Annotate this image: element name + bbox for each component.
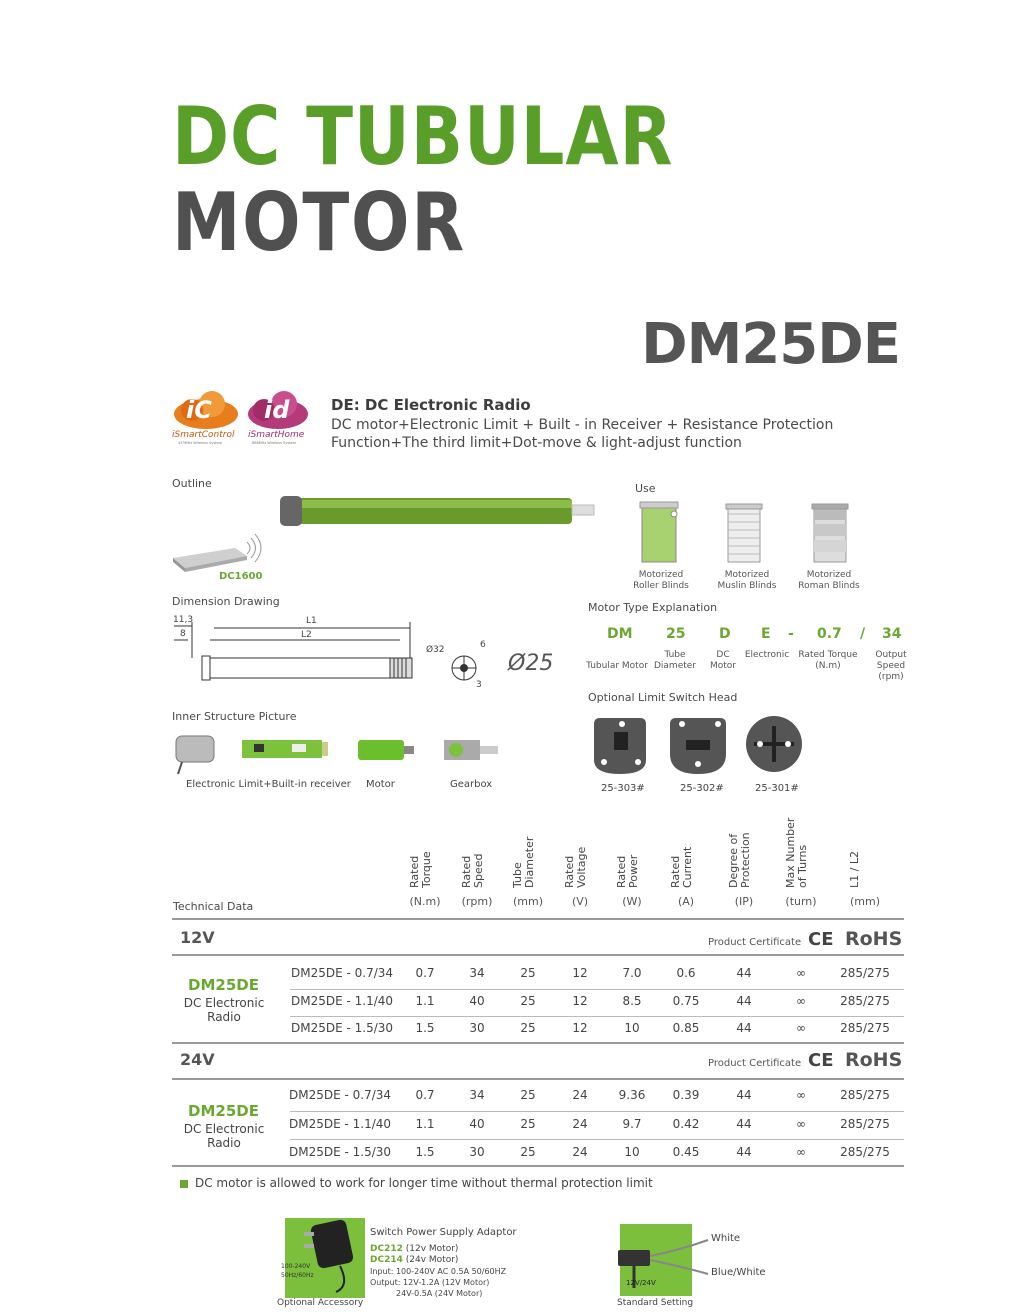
value-cell: 25: [520, 1117, 536, 1131]
inner-caption-limit: Electronic Limit+Built-in receiver: [186, 779, 351, 790]
column-header-line1: Tube: [511, 862, 524, 888]
column-header-line1: Rated: [408, 855, 421, 888]
wire-white: White: [711, 1233, 741, 1244]
value-cell: 0.42: [672, 1117, 700, 1131]
use-item-line1: Motorized: [724, 570, 770, 580]
dim-l1: L1: [306, 616, 317, 626]
code-dm: DM: [607, 626, 633, 642]
group-sub2: Radio: [207, 1010, 241, 1024]
meaning-line2: Diameter: [653, 661, 697, 671]
inner-caption-gearbox: Gearbox: [450, 779, 493, 790]
group-rule: [172, 1165, 904, 1167]
description-heading: DE: DC Electronic Radio: [331, 396, 531, 414]
column-header: [728, 832, 752, 888]
accessory-caption: Optional Accessory: [277, 1298, 364, 1308]
technical-label: Technical Data: [173, 900, 254, 913]
rohs-mark: RoHS: [845, 1049, 903, 1071]
meaning-line1: Rated Torque: [798, 650, 858, 660]
column-header-line2: Voltage: [575, 846, 588, 888]
roller-blind-icon: [636, 500, 680, 566]
logo-ismartcontrol: [172, 390, 240, 448]
column-header: [409, 851, 433, 888]
standard-caption: Standard Setting: [617, 1298, 694, 1308]
value-cell: 34: [469, 1088, 485, 1102]
meaning-tube: [652, 650, 698, 672]
use-roller-blinds: [636, 500, 684, 570]
adaptor-badge: [281, 1262, 314, 1280]
code-dash: -: [788, 626, 794, 642]
row-rule: [290, 1139, 904, 1140]
value-cell: 285/275: [840, 1021, 890, 1035]
value-cell: 24: [572, 1088, 588, 1102]
value-cell: 44: [736, 966, 752, 980]
meaning-electronic: [742, 650, 792, 661]
dim-11-3: 11,3: [173, 615, 194, 625]
wire-blue-white: Blue/White: [711, 1267, 766, 1278]
code-torque: 0.7: [817, 626, 842, 642]
rohs-mark: RoHS: [845, 928, 903, 950]
value-cell: 12: [572, 994, 588, 1008]
value-cell: 12: [572, 966, 588, 980]
value-cell: 7.0: [622, 966, 642, 980]
column-header-line1: Rated: [669, 855, 682, 888]
use-item-label: [712, 570, 782, 592]
value-cell: 1.5: [415, 1021, 435, 1035]
product-certificate-label: Product Certificate: [708, 937, 802, 948]
value-cell: ∞: [796, 994, 806, 1008]
adaptor-dc214: DC214: [370, 1255, 403, 1265]
model-cell: DM25DE - 0.7/34: [291, 966, 394, 980]
adaptor-title: Switch Power Supply Adaptor: [370, 1227, 517, 1238]
value-cell: ∞: [796, 1088, 806, 1102]
value-cell: 285/275: [840, 1117, 890, 1131]
adaptor-dc212-note: (12v Motor): [405, 1244, 459, 1254]
value-cell: 44: [736, 994, 752, 1008]
value-cell: 285/275: [840, 1088, 890, 1102]
value-cell: 1.1: [415, 1117, 435, 1131]
value-cell: 0.75: [672, 994, 700, 1008]
ce-mark: CE: [808, 1050, 834, 1071]
value-cell: 9.7: [622, 1117, 642, 1131]
model-name: DM25DE: [641, 312, 900, 377]
dimension-drawing: [170, 612, 420, 684]
use-item-line1: Motorized: [638, 570, 684, 580]
value-cell: 0.85: [672, 1021, 700, 1035]
use-roman-blinds: [808, 502, 856, 570]
column-header-line2: Power: [627, 854, 640, 888]
outline-label: Outline: [172, 477, 212, 490]
power-adaptor-icon: [296, 1214, 366, 1294]
column-header-line1: Degree of: [727, 833, 740, 888]
value-cell: 12: [572, 1021, 588, 1035]
logo-mark: id: [264, 396, 290, 424]
column-header: [564, 847, 588, 888]
value-cell: 0.45: [672, 1145, 700, 1159]
value-cell: ∞: [796, 966, 806, 980]
group-name: DM25DE: [188, 1102, 259, 1120]
title-line1: DC TUBULAR: [172, 90, 674, 183]
meaning-torque: [798, 650, 858, 672]
meaning-line2: (rpm): [878, 672, 904, 682]
value-cell: ∞: [796, 1021, 806, 1035]
use-item-line2: Muslin Blinds: [717, 581, 777, 591]
group-subtitle: [180, 1122, 268, 1150]
limit-head-303: 25-303#: [601, 783, 645, 794]
value-cell: 1.1: [415, 994, 435, 1008]
value-cell: 0.7: [415, 966, 435, 980]
value-cell: 24: [572, 1117, 588, 1131]
roman-blind-icon: [808, 502, 852, 566]
value-cell: 0.7: [415, 1088, 435, 1102]
code-25: 25: [666, 626, 686, 642]
voltage-12v: 12V: [180, 928, 215, 947]
column-header-line1: Rated: [615, 855, 628, 888]
meaning-speed: [860, 650, 922, 683]
value-cell: 25: [520, 1145, 536, 1159]
limit-heads-image: [594, 714, 814, 778]
adaptor-badge-line1: 100-240V: [281, 1263, 311, 1270]
remote-model: DC1600: [219, 571, 263, 582]
column-unit: (mm): [849, 895, 880, 908]
logo-tag: 868MHz Wireless System: [252, 441, 297, 445]
value-cell: 25: [520, 966, 536, 980]
code-e: E: [761, 626, 771, 642]
column-header-line2: Protection: [739, 832, 752, 888]
description-line2: Function+The third limit+Dot-move & light-adjust function: [331, 435, 742, 451]
logo-name: iSmartControl: [172, 430, 235, 440]
voltage-24v: 24V: [180, 1050, 215, 1069]
column-header: [849, 851, 861, 888]
group-subtitle: [180, 996, 268, 1024]
column-header: [785, 818, 809, 888]
row-rule: [290, 989, 904, 990]
column-header-line1: Rated: [460, 855, 473, 888]
value-cell: 24: [572, 1145, 588, 1159]
column-unit: (A): [677, 895, 695, 908]
meaning-line2: (N.m): [815, 661, 841, 671]
dim-32: Ø32: [426, 645, 445, 655]
inner-structure-image: [172, 732, 512, 777]
adaptor-dc214-note: (24v Motor): [405, 1255, 459, 1265]
group-sub1: DC Electronic: [183, 996, 265, 1010]
column-unit: (N.m): [409, 895, 441, 908]
value-cell: 44: [736, 1145, 752, 1159]
column-header-line1: L1 / L2: [848, 851, 861, 888]
note-text: DC motor is allowed to work for longer time without thermal protection limit: [195, 1176, 653, 1190]
value-cell: 44: [736, 1021, 752, 1035]
column-unit: (rpm): [461, 895, 493, 908]
dim-l2: L2: [301, 630, 312, 640]
column-unit: (W): [622, 895, 642, 908]
value-cell: 25: [520, 1021, 536, 1035]
model-cell: DM25DE - 1.1/40: [291, 994, 394, 1008]
value-cell: 40: [469, 994, 485, 1008]
value-cell: ∞: [796, 1117, 806, 1131]
row-rule: [290, 1016, 904, 1017]
value-cell: 0.39: [672, 1088, 700, 1102]
column-unit: (V): [571, 895, 589, 908]
column-unit: (IP): [734, 895, 754, 908]
logo-mark: iC: [186, 396, 212, 424]
group-rule: [172, 1078, 904, 1080]
value-cell: 30: [469, 1021, 485, 1035]
code-slash: /: [860, 626, 866, 642]
muslin-blind-icon: [722, 502, 766, 566]
description-line1: DC motor+Electronic Limit + Built - in Receiver + Resistance Protection: [331, 417, 834, 433]
value-cell: 10: [624, 1021, 640, 1035]
adaptor-output2: 24V-0.5A (24V Motor): [396, 1289, 483, 1298]
meaning-dc: [704, 650, 742, 672]
adaptor-output: Output: 12V-1.2A (12V Motor): [370, 1278, 490, 1287]
meaning-line1: Tube: [664, 650, 686, 660]
cable-icon: [614, 1228, 714, 1298]
value-cell: 40: [469, 1117, 485, 1131]
column-header-line2: Diameter: [523, 836, 536, 888]
limit-head-301: 25-301#: [755, 783, 799, 794]
row-rule: [290, 1111, 904, 1112]
limit-head-label: Optional Limit Switch Head: [588, 691, 738, 704]
column-unit: (turn): [785, 895, 817, 908]
model-cell: DM25DE - 0.7/34: [289, 1088, 392, 1102]
ce-mark: CE: [808, 929, 834, 950]
meaning-tubular: [586, 661, 648, 672]
note-bullet-icon: [180, 1180, 188, 1188]
use-item-line2: Roman Blinds: [798, 581, 860, 591]
column-header-line2: Torque: [420, 851, 433, 888]
value-cell: 285/275: [840, 966, 890, 980]
group-sub2: Radio: [207, 1136, 241, 1150]
value-cell: 285/275: [840, 994, 890, 1008]
limit-head-302: 25-302#: [680, 783, 724, 794]
product-certificate-label: Product Certificate: [708, 1058, 802, 1069]
adaptor-details: [370, 1244, 506, 1299]
logo-name: iSmartHome: [248, 430, 305, 440]
meaning-line2: Motor: [709, 661, 736, 671]
column-header-line1: Max Number: [784, 817, 797, 888]
value-cell: 25: [520, 1088, 536, 1102]
column-header: [461, 854, 485, 888]
column-header-line2: Speed: [472, 853, 485, 888]
group-name: DM25DE: [188, 976, 259, 994]
value-cell: ∞: [796, 1145, 806, 1159]
use-item-label: [794, 570, 864, 592]
use-label: Use: [635, 482, 656, 495]
value-cell: 8.5: [622, 994, 642, 1008]
group-rule: [172, 954, 904, 956]
logo-tag: 433MHz Wireless System: [178, 441, 223, 445]
value-cell: 1.5: [415, 1145, 435, 1159]
motor-type-label: Motor Type Explanation: [588, 601, 718, 614]
dimension-label: Dimension Drawing: [172, 595, 280, 608]
model-cell: DM25DE - 1.5/30: [291, 1021, 394, 1035]
adaptor-badge-line2: 50Hz/60Hz: [281, 1272, 314, 1279]
adaptor-dc212: DC212: [370, 1244, 403, 1254]
use-item-line2: Roller Blinds: [633, 581, 689, 591]
value-cell: 30: [469, 1145, 485, 1159]
meaning-line1: DC: [716, 650, 730, 660]
value-cell: 44: [736, 1117, 752, 1131]
value-cell: 0.6: [676, 966, 696, 980]
standard-badge: 12V/24V: [626, 1279, 656, 1287]
use-muslin-blinds: [722, 502, 770, 570]
model-cell: DM25DE - 1.1/40: [289, 1117, 392, 1131]
column-header: [512, 837, 536, 888]
code-d: D: [719, 626, 731, 642]
inner-label: Inner Structure Picture: [172, 710, 297, 723]
description-text: [331, 416, 931, 452]
use-item-label: [626, 570, 696, 592]
code-speed: 34: [882, 626, 902, 642]
column-header: [670, 847, 694, 888]
adaptor-input: Input: 100-240V AC 0.5A 50/60HZ: [370, 1267, 507, 1276]
value-cell: 285/275: [840, 1145, 890, 1159]
value-cell: 9.36: [618, 1088, 646, 1102]
value-cell: 10: [624, 1145, 640, 1159]
value-cell: 25: [520, 994, 536, 1008]
group-sub1: DC Electronic: [183, 1122, 265, 1136]
column-unit: (mm): [512, 895, 543, 908]
model-cell: DM25DE - 1.5/30: [289, 1145, 392, 1159]
column-header-line2: Current: [681, 846, 694, 888]
column-header: [616, 855, 640, 888]
dim-8: 8: [180, 629, 186, 639]
column-header-line2: of Turns: [796, 844, 809, 888]
logo-ismarthome: [246, 390, 314, 448]
value-cell: 34: [469, 966, 485, 980]
tubular-motor-image: [270, 490, 605, 540]
column-header-line1: Rated: [563, 855, 576, 888]
dim-3: 3: [476, 680, 482, 690]
meaning-line1: Electronic: [744, 650, 790, 660]
group-rule: [172, 1042, 904, 1044]
inner-caption-motor: Motor: [366, 779, 395, 790]
meaning-line1: Tubular Motor: [586, 661, 648, 671]
dim-6: 6: [480, 640, 486, 650]
meaning-line1: Output Speed: [875, 650, 907, 671]
use-item-line1: Motorized: [806, 570, 852, 580]
diameter-label: Ø25: [508, 651, 554, 676]
header-rule: [172, 918, 904, 920]
value-cell: 44: [736, 1088, 752, 1102]
title-line2: MOTOR: [172, 176, 466, 269]
remote-control-image: [165, 528, 270, 574]
